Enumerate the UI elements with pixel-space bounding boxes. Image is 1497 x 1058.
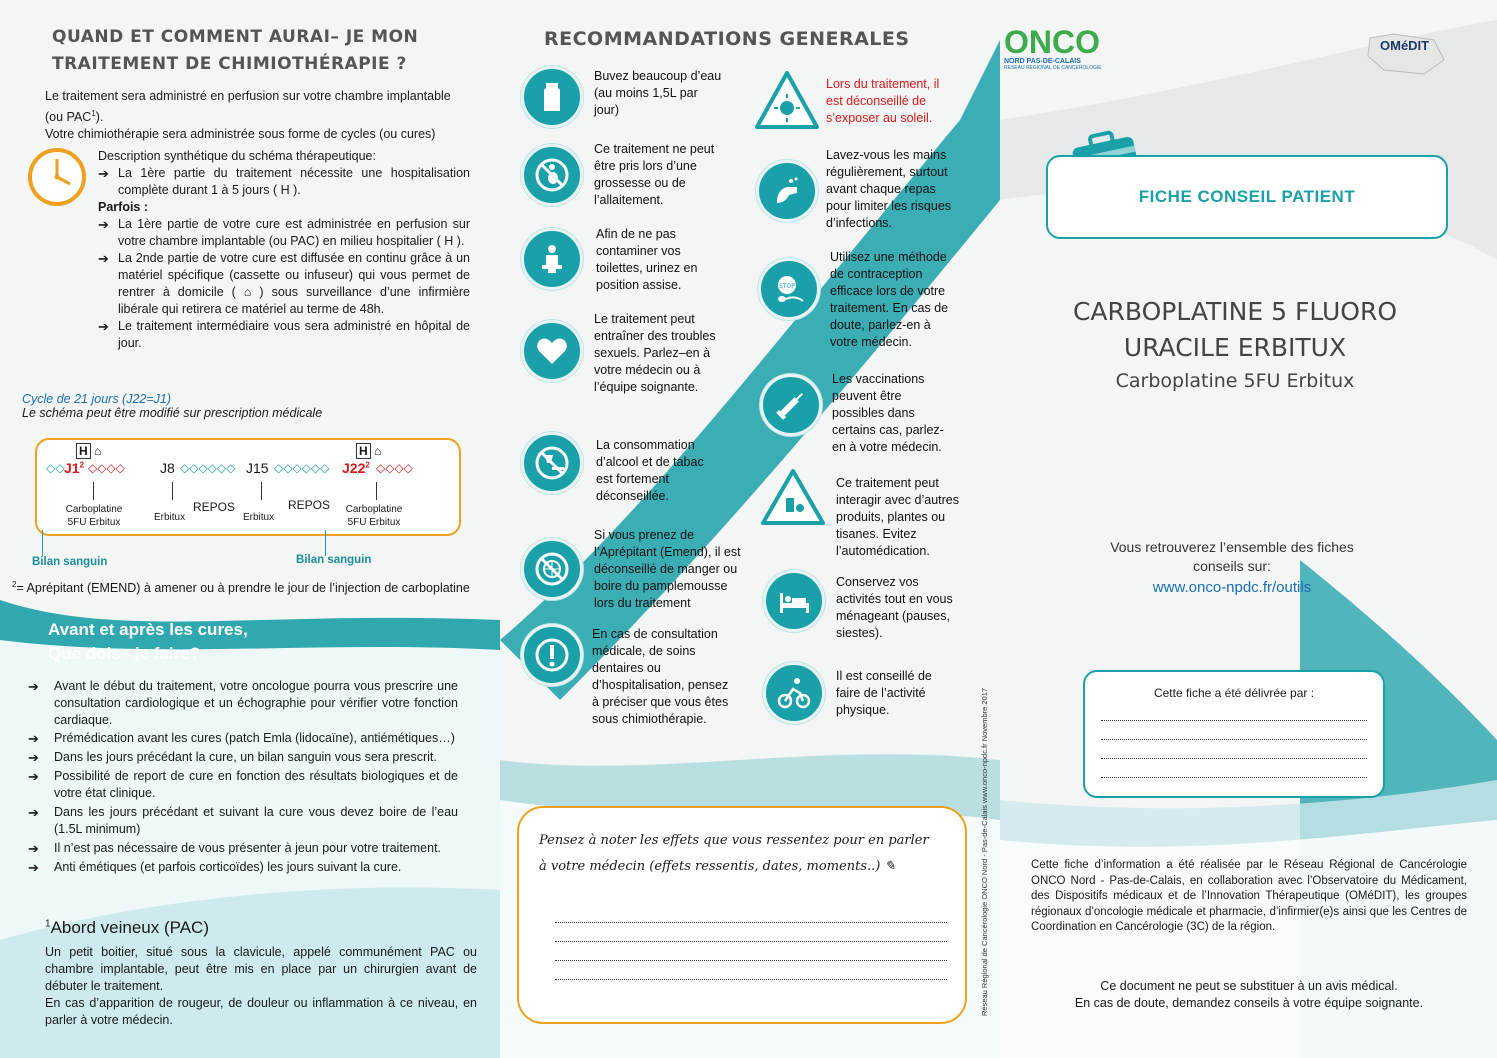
reco-text: Lavez-vous les mains régulièrement, surtout avant chaque repas pour limiter les risques d’infections. (826, 148, 952, 230)
footnote-sup: 2 (12, 580, 17, 589)
cycling-icon (763, 662, 825, 724)
delivered-line[interactable] (1101, 721, 1367, 740)
hospital-icon: H (76, 443, 91, 459)
description-block (98, 148, 470, 352)
hospital-home-icons (76, 444, 101, 458)
disclaimer-line1: Ce document ne peut se substituer à un avis médical. (1100, 979, 1398, 993)
wash-hands-icon (756, 160, 818, 222)
j22-sup: 2 (365, 460, 370, 470)
cycle-j1 (64, 460, 84, 476)
bilan-arrow (42, 530, 43, 556)
description-item: ➔ La 2nde partie de votre cure est diffusée en continu grâce à un matériel spécifique (cassette ou infuseur) qui vous permet de rentrer à domicile ( ⌂ ) sous surveillance d’une infirmière libérale qui retirera ce matériel au terme de 48h. (98, 250, 470, 318)
notes-box (517, 806, 967, 1024)
toilet-icon (521, 228, 583, 290)
avant-item: ➔ Dans les jours précédant et suivant la cure vous devez boire de l’eau (1.5L minimum) (28, 804, 458, 838)
delivered-by-lines[interactable] (1101, 702, 1367, 778)
cycle-title: Cycle de 21 jours (J22=J1) (22, 392, 172, 406)
interaction-warning-icon (760, 468, 826, 526)
j15-label: J15 (246, 460, 269, 476)
cycle-repos-2: REPOS (288, 498, 331, 512)
cycle-dashes: ◇◇ (46, 461, 65, 475)
label-a-line1: Carboplatine (65, 504, 123, 515)
hospital-home-icons (356, 444, 381, 458)
intro-line3: Votre chimiothérapie sera administrée sous forme de cycles (ou cures) (45, 127, 436, 142)
cycle-dashes: ◇◇◇◇ (88, 461, 125, 475)
bilan-arrow (325, 530, 326, 556)
cycle-header (22, 392, 322, 420)
intro-sup: 1 (91, 109, 96, 118)
notes-prompt (539, 828, 929, 880)
no-pregnancy-icon (521, 144, 583, 206)
pac-sup: 1 (45, 918, 51, 930)
water-bottle-icon (521, 66, 583, 128)
no-alcohol-tobacco-icon (521, 432, 583, 494)
drug-title (1030, 294, 1440, 396)
onco-logo-sub2: RESEAU REGIONAL DE CANCEROLOGIE (1004, 65, 1102, 71)
delivered-line[interactable] (1101, 702, 1367, 721)
label-d-line2: 5FU Erbitux (347, 517, 401, 528)
note-line[interactable] (555, 942, 947, 961)
intro-line2: (ou PAC (45, 110, 92, 125)
clock-icon (26, 146, 88, 208)
reco-text: Utilisez une méthode de contraception efficace lors de votre traitement. En cas de doute, parlez-en à votre médecin. (830, 250, 949, 349)
onco-logo (1004, 26, 1102, 71)
reco-text: Buvez beaucoup d’eau (au moins 1,5L par jour) (594, 69, 722, 117)
avant-item: ➔ Il n’est pas nécessaire de vous présenter à jeun pour votre traitement. (28, 840, 458, 857)
note-line[interactable] (555, 961, 947, 980)
reco-text: En cas de consultation médicale, de soins dentaires ou d’hospitalisation, pensez à préciser que vous êtes sous chimiothérapie. (592, 627, 729, 726)
retrouvez-block (1070, 538, 1394, 597)
reco-text: Les vaccinations peuvent être possibles dans certains cas, parlez-en à votre médecin. (832, 372, 944, 454)
rest-bed-icon (763, 570, 825, 632)
disclaimer-line2: En cas de doute, demandez conseils à votre équipe soignante. (1074, 996, 1424, 1010)
pac-paragraph1: Un petit boitier, situé sous la clavicule, appelé communément PAC ou chambre implantable, peut être mis en place par un chirurgien avant de débuter le traitement. (45, 945, 477, 993)
intro-text (45, 88, 465, 143)
avant-item: ➔ Prémédication avant les cures (patch Emla (lidocaïne), antiémétiques…) (28, 730, 458, 747)
cycle-label-d (336, 503, 412, 529)
bilan-sanguin-2: Bilan sanguin (296, 554, 372, 566)
pac-title-text: Abord veineux (PAC) (50, 918, 209, 937)
pac-text (45, 944, 477, 1029)
label-a-line2: 5FU Erbitux (67, 517, 121, 528)
heart-icon (521, 320, 583, 382)
vertical-credit: Réseau Régional de Cancérologie ONCO Nord - Pas-de-Calais www.onco-npdc.fr Novembre 2017 (980, 687, 989, 1016)
note-line[interactable] (555, 923, 947, 942)
description-title: Description synthétique du schéma thérapeutique: (98, 149, 376, 163)
hospital-icon: H (356, 443, 371, 459)
description-item: ➔ La 1ère partie du traitement nécessite une hospitalisation complète durant 1 à 5 jours ( H ). (98, 165, 470, 199)
cycle-label-c: Erbitux (243, 512, 275, 523)
intro-line2-end: ). (95, 110, 104, 125)
description-item: ➔ La 1ère partie de votre cure est administrée en perfusion sur votre chambre implantable (ou PAC) en milieu hospitalier ( H ). (98, 216, 470, 250)
left-title (52, 24, 418, 78)
cycle-j22 (342, 460, 370, 476)
contraception-icon (758, 258, 820, 320)
drug-title-line2: URACILE ERBITUX (1123, 333, 1347, 362)
arrow-down (376, 482, 377, 500)
retrouvez-line1: Vous retrouverez l’ensemble des fiches (1110, 539, 1354, 555)
exclamation-icon (521, 624, 583, 686)
j8-label: J8 (160, 460, 175, 476)
pencil-icon: ✎ (884, 859, 896, 874)
cycle-timeline (40, 461, 450, 479)
cycle-dashes: ◇◇◇◇◇◇ (180, 461, 236, 475)
drug-subtitle: Carboplatine 5FU Erbitux (1115, 370, 1355, 392)
reco-text: Ce traitement peut interagir avec d’autres produits, plantes ou tisanes. Evitez l’automédication. (836, 476, 959, 558)
left-title-line2: TRAITEMENT DE CHIMIOTHÉRAPIE ? (52, 54, 407, 74)
arrow-down (93, 482, 94, 500)
avant-title-line1: Avant et après les cures, (48, 620, 248, 639)
reco-text: Ce traitement ne peut être pris lors d’une grossesse ou de l’allaitement. (594, 142, 715, 207)
onco-logo-word: ONCO (1004, 24, 1100, 60)
reco-text: Afin de ne pas contaminer vos toilettes, urinez en position assise. (596, 227, 698, 292)
avant-list (28, 678, 458, 876)
footnote (12, 580, 470, 595)
no-grapefruit-icon (521, 538, 583, 600)
fiche-title: FICHE CONSEIL PATIENT (1138, 187, 1356, 206)
cycle-label-a (52, 503, 136, 529)
home-icon: ⌂ (94, 444, 102, 458)
delivered-by-box (1083, 670, 1385, 798)
j22-label: J22 (342, 460, 366, 476)
delivered-line[interactable] (1101, 759, 1367, 778)
left-title-line1: QUAND ET COMMENT AURAI– JE MON (52, 27, 419, 47)
arrow-down (261, 482, 262, 500)
parfois-label: Parfois : (98, 200, 149, 214)
syringe-icon (760, 374, 822, 436)
intro-line1: Le traitement sera administré en perfusion sur votre chambre implantable (45, 89, 451, 103)
pac-paragraph2: En cas d’apparition de rougeur, de douleur ou inflammation à ce niveau, en parler à votre médecin. (45, 996, 477, 1027)
disclaimer (1031, 978, 1467, 1012)
bilan-sanguin-1: Bilan sanguin (32, 556, 108, 568)
notes-prompt-line1: Pensez à noter les effets que vous ressentez pour en parler (539, 833, 929, 848)
delivered-line[interactable] (1101, 740, 1367, 759)
home-icon: ⌂ (374, 444, 382, 458)
omedit-logo-text: OMéDIT (1380, 38, 1430, 53)
avant-title-line2: Que dois– je faire? (48, 644, 201, 663)
reco-text: La consommation d’alcool et de tabac est fortement déconseillée. (596, 438, 704, 503)
notes-prompt-line2: à votre médecin (effets ressentis, dates, moments..) (539, 859, 881, 874)
omedit-logo (1364, 30, 1448, 78)
cycle-label-b: Erbitux (154, 512, 186, 523)
onco-logo-text (1004, 26, 1102, 58)
reco-text: Conservez vos activités tout en vous ménageant (pauses, siestes). (836, 575, 953, 640)
reco-text-warning: Lors du traitement, il est déconseillé de s’exposer au soleil. (826, 77, 940, 125)
note-line[interactable] (555, 904, 947, 923)
avant-item: ➔ Dans les jours précédant la cure, un bilan sanguin vous sera prescrit. (28, 749, 458, 766)
footnote-text: = Aprépitant (EMEND) à amener ou à prendre le jour de l’injection de carboplatine (16, 581, 470, 596)
j1-sup: 2 (79, 460, 85, 470)
cycle-dashes: ◇◇◇◇◇◇ (274, 461, 330, 475)
j1-label: J1 (64, 460, 80, 476)
retrouvez-line2: conseils sur: (1193, 558, 1271, 574)
description-item: ➔ Le traitement intermédiaire vous sera administré en hôpital de jour. (98, 318, 470, 352)
avant-item: ➔ Anti émétiques (et parfois corticoïdes) les jours suivant la cure. (28, 859, 458, 876)
label-d-line1: Carboplatine (345, 504, 403, 515)
cycle-subtitle: Le schéma peut être modifié sur prescription médicale (22, 406, 323, 420)
avant-item: ➔ Avant le début du traitement, votre oncologue pourra vous prescrire une consultation cardiologique et un échographie pour vérifier votre fonction cardiaque. (28, 678, 458, 729)
svg-text:STOP: STOP (779, 283, 795, 290)
onco-logo-sub1: NORD PAS-DE-CALAIS (1004, 58, 1081, 65)
reco-text: Il est conseillé de faire de l’activité physique. (836, 669, 932, 717)
drug-title-line1: CARBOPLATINE 5 FLUORO (1072, 297, 1398, 326)
fiche-banner (1046, 155, 1448, 239)
credits-text: Cette fiche d’information a été réalisée par le Réseau Régional de Cancérologie ONCO Nord - Pas-de-Calais, en collaboration avec l’Observatoire du Médicament, des Dispositifs médicaux et de l’Innovation Thérapeutique (OMéDIT), les groupes régionaux d’oncologie médicale et pharmacie, d’infirmier(e)s ainsi que les Centres de Coordination en Cancérologie (3C) de la région. (1031, 859, 1467, 933)
pac-title (45, 918, 209, 938)
recommendations-title: RECOMMANDATIONS GENERALES (544, 28, 910, 50)
notes-lines[interactable] (555, 904, 947, 980)
avant-title (48, 618, 248, 666)
arrow-down (172, 482, 173, 500)
reco-text: Le traitement peut entraîner des troubles sexuels. Parlez–en à votre médecin ou à l’équipe soignante. (594, 312, 716, 394)
avant-item: ➔ Possibilité de report de cure en fonction des résultats biologiques et de votre état clinique. (28, 768, 458, 802)
cycle-dashes: ◇◇◇◇ (376, 461, 413, 475)
delivered-by-label: Cette fiche a été délivrée par : (1153, 686, 1315, 700)
website-link[interactable]: www.onco-npdc.fr/outils (1152, 579, 1312, 596)
reco-text: Si vous prenez de l’Aprépitant (Emend), il est déconseillé de manger ou boire du pamplemousse lors du traitement (594, 528, 741, 610)
sun-warning-icon (754, 70, 820, 130)
cycle-repos-1: REPOS (193, 500, 236, 514)
